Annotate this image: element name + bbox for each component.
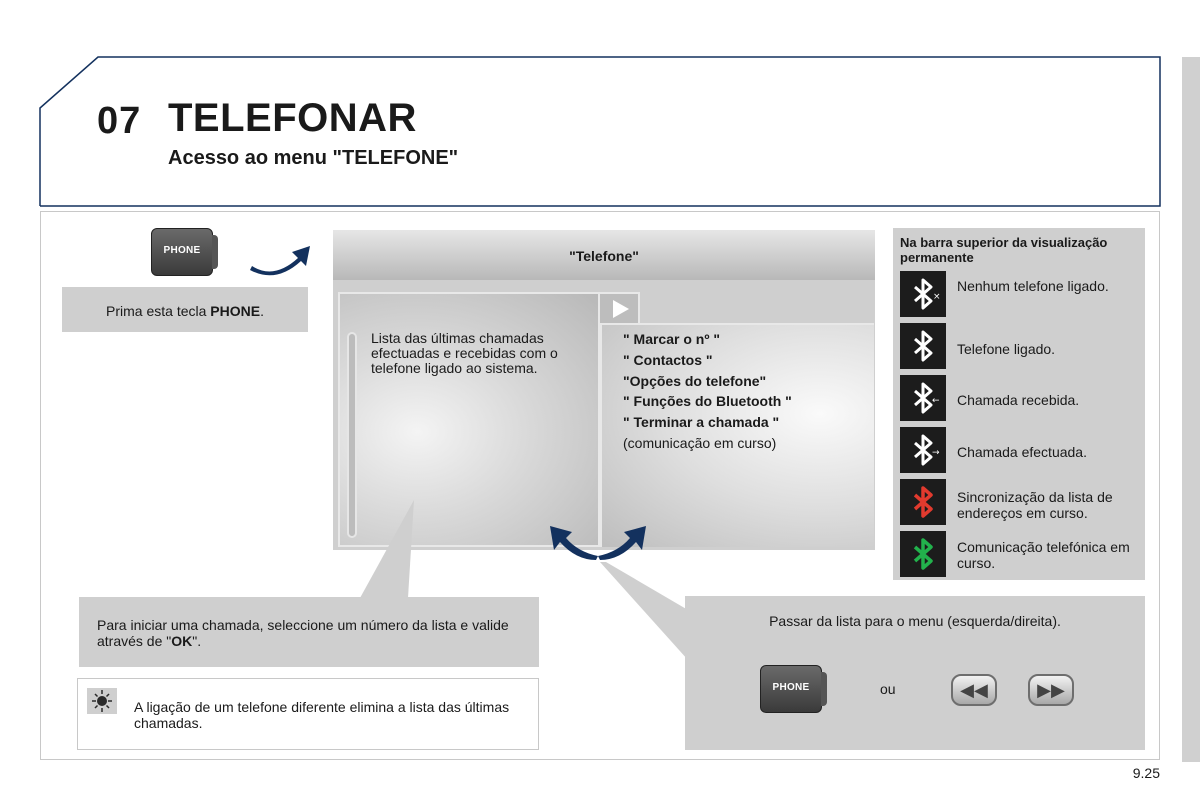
screen-title: "Telefone" — [569, 248, 639, 264]
svg-text:×: × — [933, 292, 941, 302]
phone-key-label: PHONE — [163, 245, 201, 256]
rewind-icon: ◀◀ — [960, 680, 988, 700]
bluetooth-legend-label: Comunicação telefónica em curso. — [957, 539, 1130, 571]
call-list-description: Lista das últimas chamadas efectuadas e recebidas com o telefone ligado ao sistema. — [371, 330, 558, 376]
phone-key-icon — [760, 665, 822, 713]
press-instruction: Prima esta tecla PHONE. — [106, 303, 264, 319]
call-instruction: Para iniciar uma chamada, seleccione um número da lista e valide através de "OK". — [97, 617, 509, 649]
fast-forward-icon: ▶▶ — [1037, 680, 1065, 700]
bluetooth-legend-label: Sincronização da lista de endereços em curso. — [957, 489, 1113, 521]
page-title: TELEFONAR — [168, 96, 417, 140]
or-label: ou — [880, 681, 896, 697]
page-subtitle: Acesso ao menu "TELEFONE" — [168, 147, 459, 169]
bluetooth-disconnected-icon — [900, 271, 946, 317]
bluetooth-sync-icon — [900, 479, 946, 525]
menu-item-phone-options[interactable]: "Opções do telefone" — [623, 373, 767, 389]
bluetooth-legend-heading: Na barra superior da visualização permanente — [900, 235, 1108, 265]
bluetooth-connected-icon — [900, 323, 946, 369]
menu-note: (comunicação em curso) — [623, 435, 777, 451]
bluetooth-call-icon — [900, 531, 946, 577]
menu-item-bluetooth[interactable]: " Funções do Bluetooth " — [623, 393, 792, 409]
bluetooth-legend-label: Chamada efectuada. — [957, 444, 1087, 460]
svg-text:→: → — [932, 448, 940, 458]
menu-item-end-call[interactable]: " Terminar a chamada " — [623, 414, 780, 430]
tip-lamp-icon — [87, 688, 117, 714]
note-text: A ligação de um telefone diferente elimina a lista das últimas chamadas. — [134, 699, 510, 731]
bluetooth-legend-label: Nenhum telefone ligado. — [957, 278, 1109, 294]
menu-item-dial[interactable]: " Marcar o nº " — [623, 331, 720, 347]
seek-forward-button[interactable] — [1028, 674, 1074, 706]
bluetooth-outgoing-icon — [900, 427, 946, 473]
chapter-number: 07 — [97, 100, 142, 142]
bluetooth-incoming-icon — [900, 375, 946, 421]
page-number: 9.25 — [1132, 765, 1160, 781]
switch-instruction: Passar da lista para o menu (esquerda/direita). — [769, 613, 1061, 629]
menu-item-contacts[interactable]: " Contactos " — [623, 352, 713, 368]
bluetooth-legend-label: Chamada recebida. — [957, 392, 1080, 408]
seek-back-button[interactable] — [951, 674, 997, 706]
phone-key-label: PHONE — [772, 682, 810, 693]
bluetooth-legend-label: Telefone ligado. — [957, 341, 1056, 357]
svg-text:←: ← — [932, 396, 940, 406]
